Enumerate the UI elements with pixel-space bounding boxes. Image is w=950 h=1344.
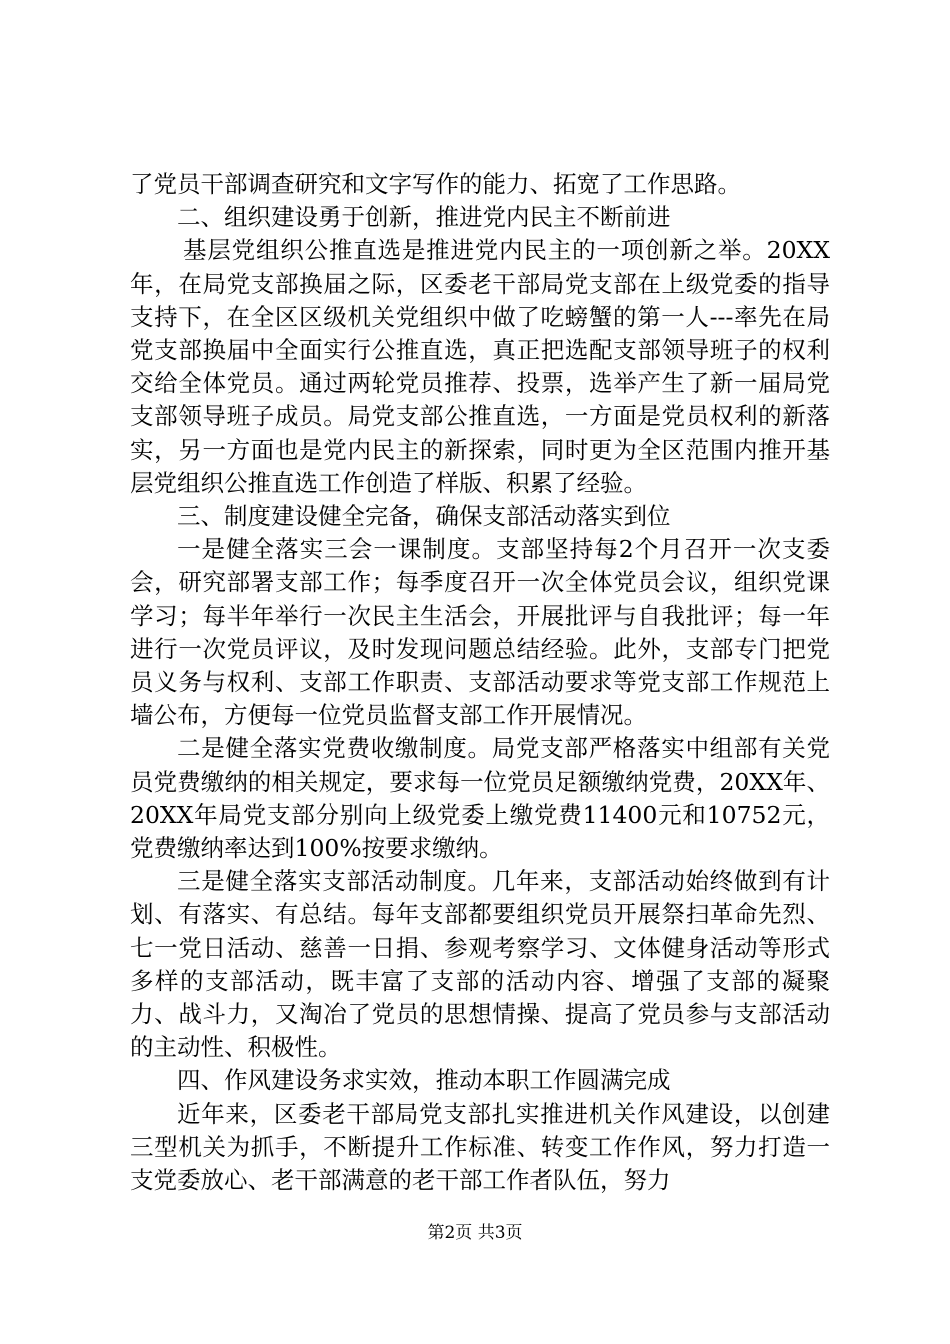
paragraph-activities: 三是健全落实支部活动制度。几年来，支部活动始终做到有计划、有落实、有总结。每年支部都要组织党员开展祭扫革命先烈、七一党日活动、慈善一日捐、参观考察学习、文体健身活动等形式多样的支部活动，既丰富了支部的活动内容、增强了支部的凝聚力、战斗力，又淘冶了党员的思想情操、提高了党员参与支部活动的主动性、积极性。 bbox=[130, 867, 830, 1062]
paragraph-election: 基层党组织公推直选是推进党内民主的一项创新之举。20XX年，在局党支部换届之际，区委老干部局党支部在上级党委的指导支持下，在全区区级机关党组织中做了吃螃蟹的第一人---率先在局党支部换届中全面实行公推直选，真正把选配支部领导班子的权利交给全体党员。通过两轮党员推荐、投票，选举产生了新一届局党支部领导班子成员。局党支部公推直选，一方面是党员权利的新落实，另一方面也是党内民主的新探索，同时更为全区范围内推开基层党组织公推直选工作创造了样版、积累了经验。 bbox=[130, 236, 830, 497]
page-number-footer: 第2页 共3页 bbox=[427, 1223, 523, 1243]
section-heading-2: 二、组织建设勇于创新，推进党内民主不断前进 bbox=[177, 203, 671, 232]
paragraph-fees: 二是健全落实党费收缴制度。局党支部严格落实中组部有关党员党费缴纳的相关规定，要求每一位党员足额缴纳党费，20XX年、20XX年局党支部分别向上级党委上缴党费11400元和10752元，党费缴纳率达到100%按要求缴纳。 bbox=[130, 734, 830, 863]
paragraph-continuation: 了党员干部调查研究和文字写作的能力、拓宽了工作思路。 bbox=[130, 170, 741, 198]
section-heading-3: 三、制度建设健全完备，确保支部活动落实到位 bbox=[177, 502, 671, 531]
document-body bbox=[130, 168, 830, 1197]
paragraph-style: 近年来，区委老干部局党支部扎实推进机关作风建设，以创建三型机关为抓手，不断提升工作标准、转变工作作风，努力打造一支党委放心、老干部满意的老干部工作者队伍，努力 bbox=[130, 1099, 830, 1195]
section-heading-4: 四、作风建设务求实效，推动本职工作圆满完成 bbox=[177, 1066, 671, 1095]
paragraph-meetings: 一是健全落实三会一课制度。支部坚持每2个月召开一次支委会，研究部署支部工作；每季度召开一次全体党员会议，组织党课学习；每半年举行一次民主生活会，开展批评与自我批评；每一年进行一次党员评议，及时发现问题总结经验。此外，支部专门把党员义务与权利、支部工作职责、支部活动要求等党支部工作规范上墙公布，方便每一位党员监督支部工作开展情况。 bbox=[130, 535, 830, 730]
